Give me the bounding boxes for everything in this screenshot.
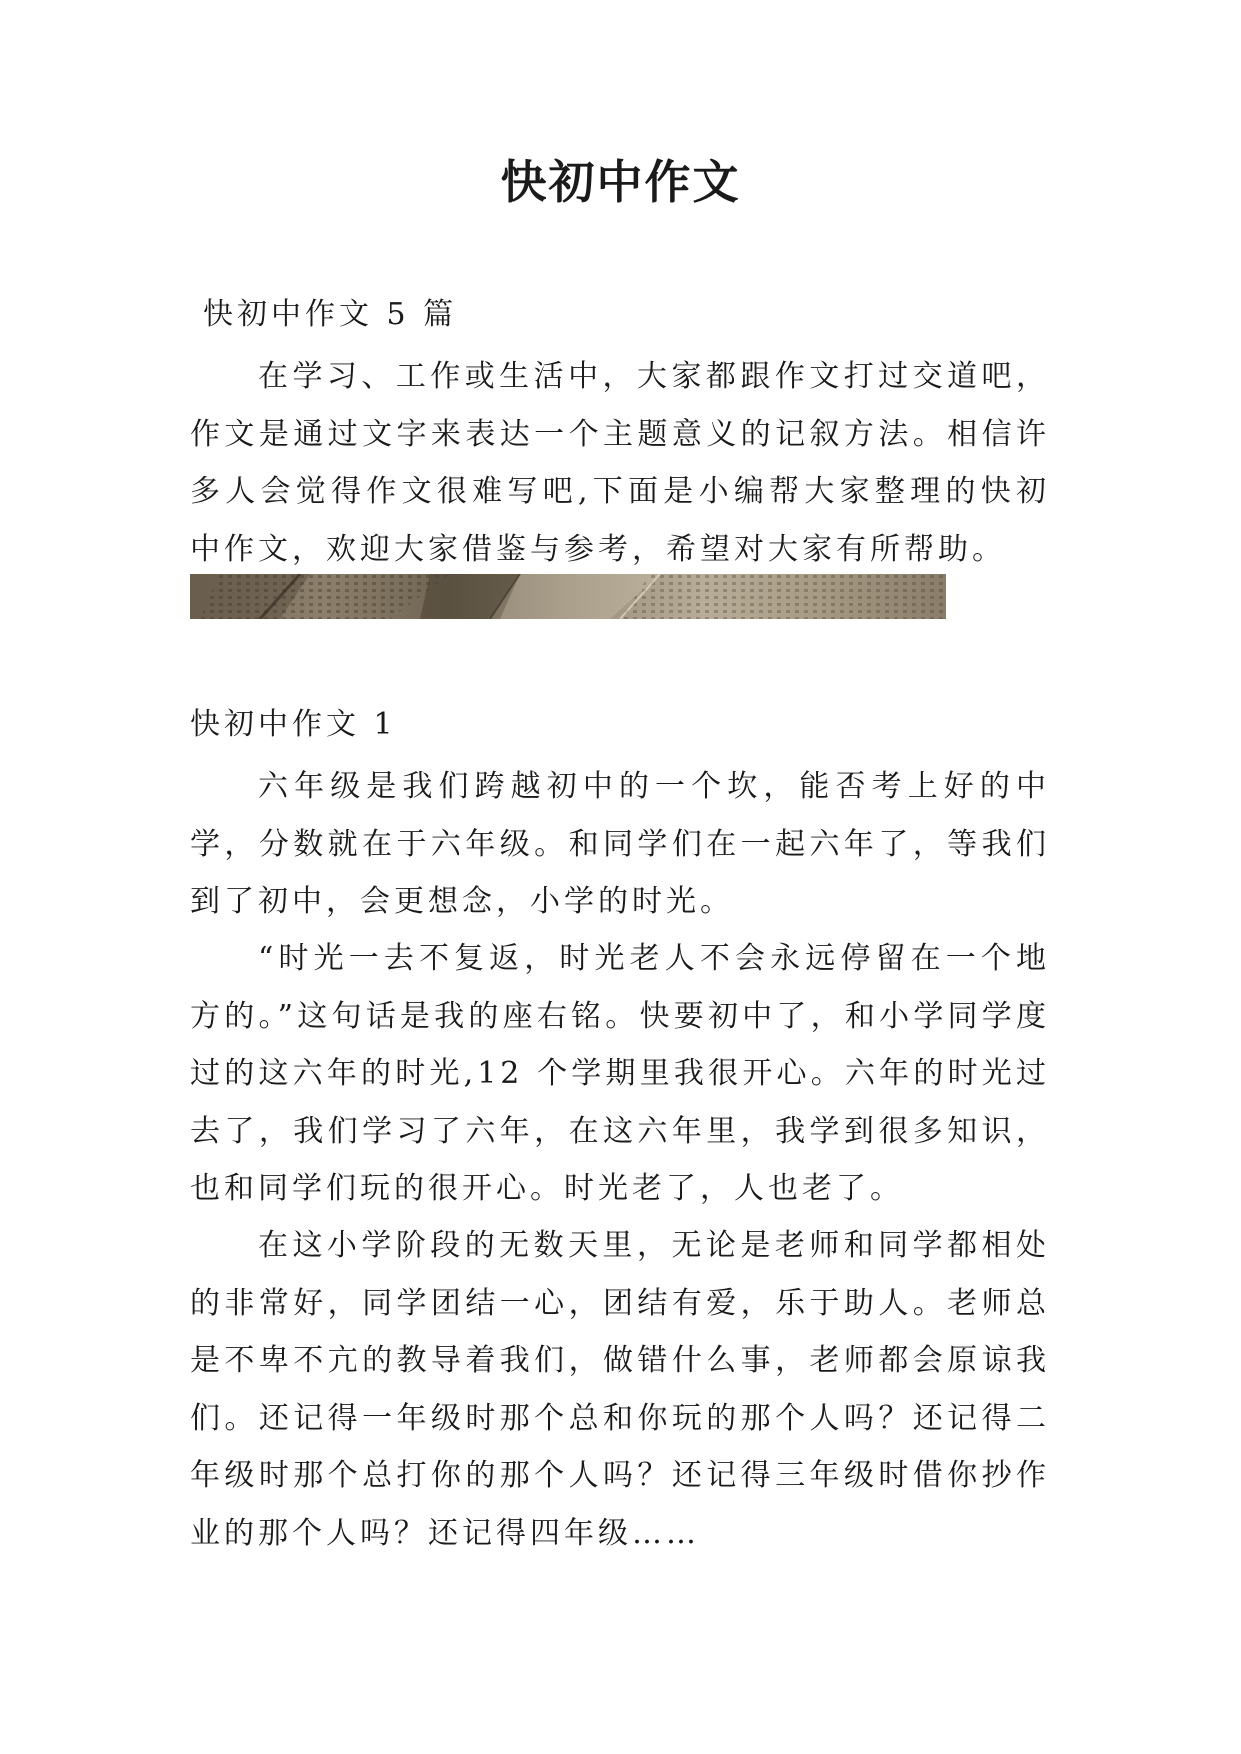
section-heading: 快初中作文 1 xyxy=(190,707,397,742)
essay-paragraph: 六年级是我们跨越初中的一个坎，能否考上好的中学，分数就在于六年级。和同学们在一起六年了，等我们到了初中，会更想念，小学的时光。 xyxy=(190,769,1050,919)
essay-paragraph: 在这小学阶段的无数天里，无论是老师和同学都相处的非常好，同学团结一心，团结有爱，乐于助人。老师总是不卑不亢的教导着我们，做错什么事，老师都会原谅我们。还记得一年级时那个总和你玩的那个人吗？还记得二年级时那个总打你的那个人吗？还记得三年级时借你抄作业的那个人吗？还记得四年级…… xyxy=(190,1228,1050,1551)
document-title: 快初中作文 xyxy=(500,155,741,209)
handwritten-paper-banner-image xyxy=(190,574,946,619)
document-subtitle: 快初中作文 5 篇 xyxy=(203,297,458,332)
essay-paragraph: “时光一去不复返，时光老人不会永远停留在一个地方的。”这句话是我的座右铭。快要初中了，和小学同学度过的这六年的时光,12 个学期里我很开心。六年的时光过去了，我们学习了六年，在这六年里，我学到很多知识，也和同学们玩的很开心。时光老了，人也老了。 xyxy=(190,941,1050,1206)
intro-paragraph: 在学习、工作或生活中，大家都跟作文打过交道吧，作文是通过文字来表达一个主题意义的记叙方法。相信许多人会觉得作文很难写吧,下面是小编帮大家整理的快初中作文，欢迎大家借鉴与参考，希望对大家有所帮助。 xyxy=(190,359,1050,567)
